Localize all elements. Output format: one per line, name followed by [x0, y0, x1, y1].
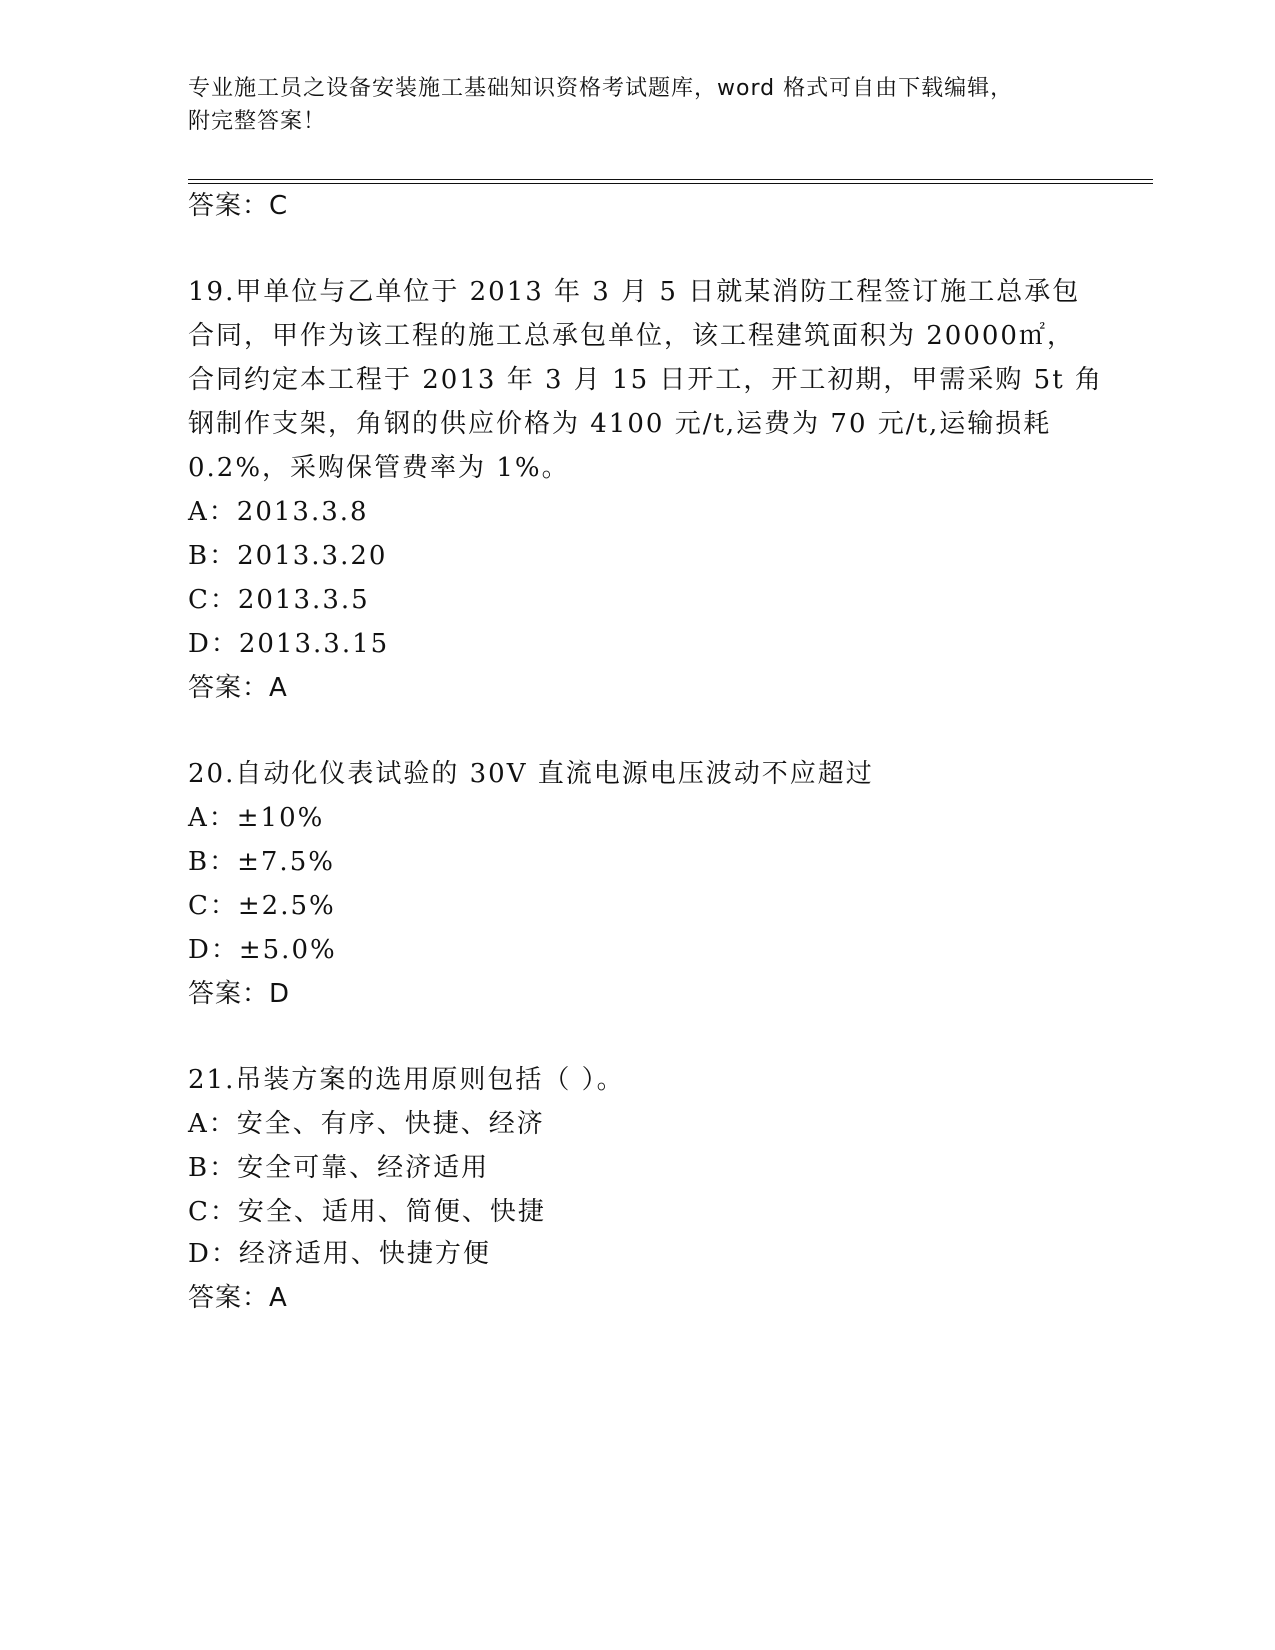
option-b: B：安全可靠、经济适用: [188, 1153, 490, 1183]
answer: 答案：A: [188, 673, 288, 703]
question-text-line: 钢制作支架，角钢的供应价格为 4100 元/t,运费为 70 元/t,运输损耗: [188, 409, 1052, 439]
option-d: D：2013.3.15: [188, 629, 390, 659]
document-header: [188, 72, 1088, 138]
option-b: B：2013.3.20: [188, 541, 388, 571]
option-c: C：±2.5%: [188, 891, 336, 921]
answer: 答案：A: [188, 1283, 288, 1313]
option-c: C：2013.3.5: [188, 585, 370, 615]
previous-answer: 答案：C: [188, 191, 289, 221]
question-text-line: 19.甲单位与乙单位于 2013 年 3 月 5 日就某消防工程签订施工总承包: [188, 277, 1081, 307]
question-text-line: 合同约定本工程于 2013 年 3 月 15 日开工，开工初期，甲需采购 5t 角: [188, 365, 1103, 395]
option-a: A：±10%: [188, 803, 325, 833]
option-c: C：安全、适用、简便、快捷: [188, 1197, 546, 1227]
header-line-2: 附完整答案！: [188, 109, 327, 134]
question-text-line: 20.自动化仪表试验的 30V 直流电源电压波动不应超过: [188, 759, 874, 789]
question-text-line: 21.吊装方案的选用原则包括（ ）。: [188, 1065, 625, 1095]
option-d: D：经济适用、快捷方便: [188, 1239, 491, 1269]
header-divider-bottom: [188, 183, 1153, 184]
option-d: D：±5.0%: [188, 935, 337, 965]
option-a: A：安全、有序、快捷、经济: [188, 1109, 545, 1139]
option-a: A：2013.3.8: [188, 497, 369, 527]
question-text-line: 合同，甲作为该工程的施工总承包单位，该工程建筑面积为 20000㎡，: [188, 321, 1075, 351]
header-line-1: 专业施工员之设备安装施工基础知识资格考试题库，word 格式可自由下载编辑，: [188, 76, 1014, 101]
answer: 答案：D: [188, 979, 291, 1009]
header-divider-top: [188, 179, 1153, 180]
question-text-line: 0.2%，采购保管费率为 1%。: [188, 453, 570, 483]
option-b: B：±7.5%: [188, 847, 335, 877]
